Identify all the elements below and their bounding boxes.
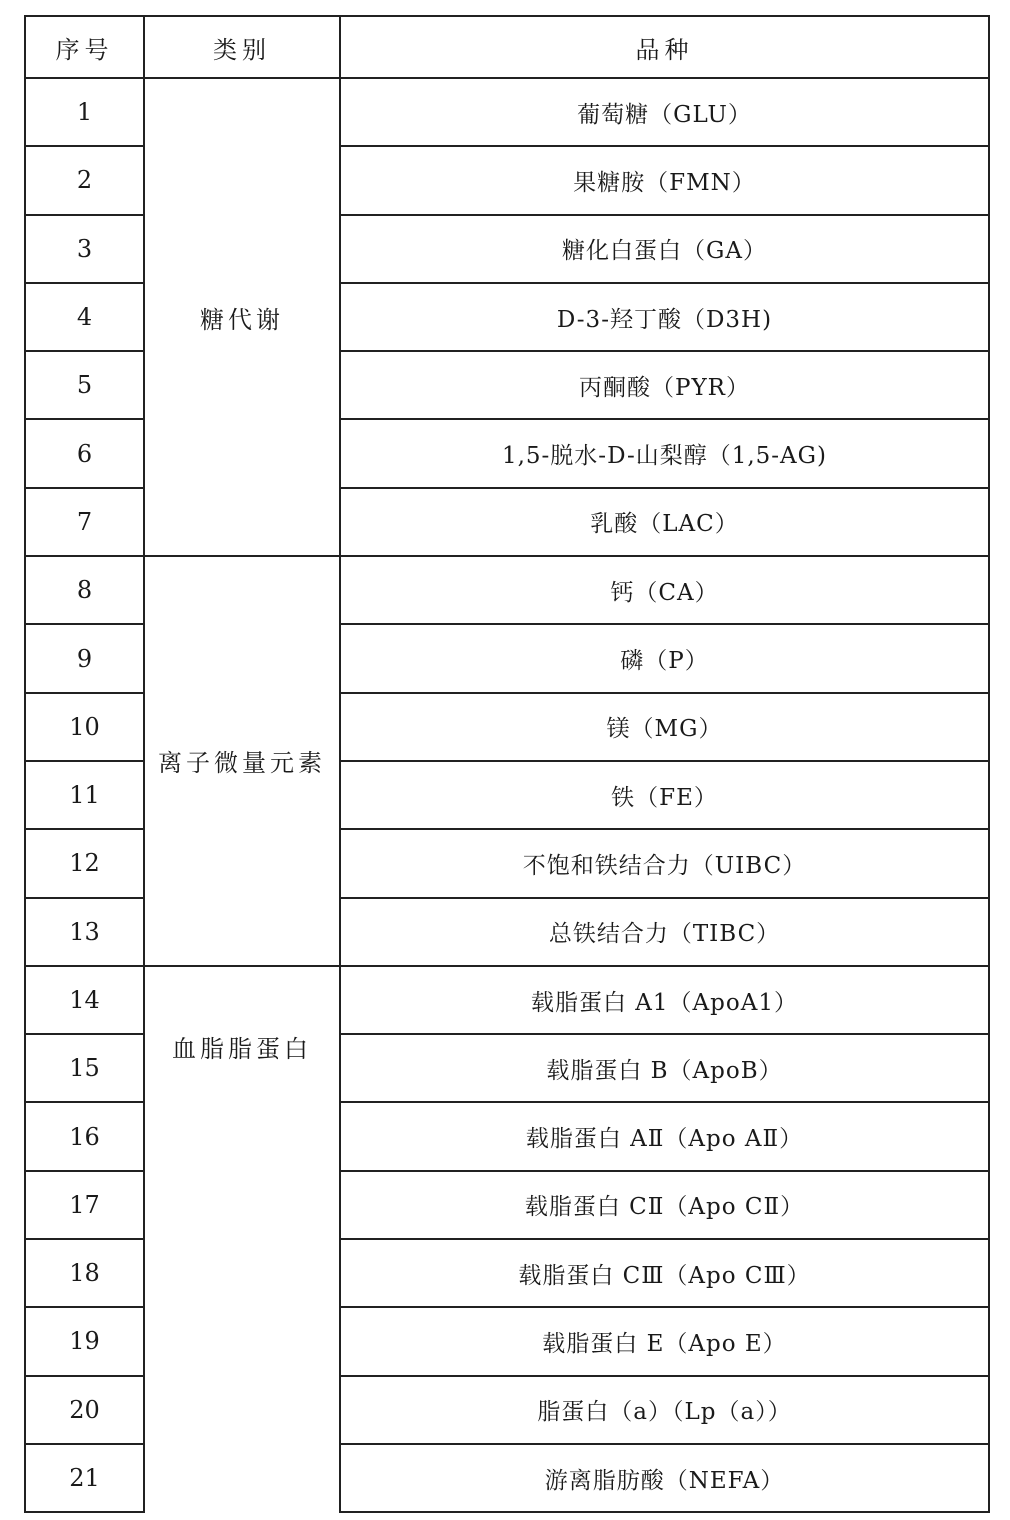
row-item: 铁（FE） [340, 761, 989, 829]
row-item: 钙（CA） [340, 556, 989, 624]
row-item: 不饱和铁结合力（UIBC） [340, 829, 989, 897]
row-no: 12 [25, 829, 144, 897]
row-item: 葡萄糖（GLU） [340, 78, 989, 146]
row-item: 载脂蛋白 E（Apo E） [340, 1307, 989, 1375]
row-item: 糖化白蛋白（GA） [340, 215, 989, 283]
row-no: 10 [25, 693, 144, 761]
row-item: 总铁结合力（TIBC） [340, 898, 989, 966]
category-cell-glucose-metabolism: 糖代谢 [144, 78, 340, 556]
category-cell-blood-lipid-lipoprotein: 血脂脂蛋白 [144, 966, 340, 1512]
row-item: 1,5-脱水-D-山梨醇（1,5-AG) [340, 419, 989, 487]
category-cell-ion-trace-elements: 离子微量元素 [144, 556, 340, 966]
row-no: 5 [25, 351, 144, 419]
row-no: 15 [25, 1034, 144, 1102]
header-no: 序号 [25, 16, 144, 78]
row-item: 丙酮酸（PYR） [340, 351, 989, 419]
row-no: 11 [25, 761, 144, 829]
table-row [25, 556, 989, 624]
row-item: 载脂蛋白 A1（ApoA1） [340, 966, 989, 1034]
row-no: 4 [25, 283, 144, 351]
header-item: 品种 [340, 16, 989, 78]
row-item: 载脂蛋白 AⅡ（Apo AⅡ） [340, 1102, 989, 1170]
row-no: 14 [25, 966, 144, 1034]
row-no: 18 [25, 1239, 144, 1307]
row-item: 磷（P） [340, 624, 989, 692]
row-item: 果糖胺（FMN） [340, 146, 989, 214]
row-item: 脂蛋白（a）（Lp（a）） [340, 1376, 989, 1444]
row-item: 载脂蛋白 CⅡ（Apo CⅡ） [340, 1171, 989, 1239]
row-no: 3 [25, 215, 144, 283]
row-no: 20 [25, 1376, 144, 1444]
row-no: 17 [25, 1171, 144, 1239]
row-no: 8 [25, 556, 144, 624]
row-item: 载脂蛋白 B（ApoB） [340, 1034, 989, 1102]
row-no: 2 [25, 146, 144, 214]
row-item: 乳酸（LAC） [340, 488, 989, 556]
table-row [25, 78, 989, 146]
table-row [25, 966, 989, 1034]
row-no: 19 [25, 1307, 144, 1375]
row-no: 13 [25, 898, 144, 966]
row-item: 游离脂肪酸（NEFA） [340, 1444, 989, 1512]
row-no: 9 [25, 624, 144, 692]
row-no: 1 [25, 78, 144, 146]
row-no: 16 [25, 1102, 144, 1170]
row-no: 7 [25, 488, 144, 556]
row-item: 镁（MG） [340, 693, 989, 761]
lab-test-items-table [24, 15, 990, 1513]
row-item: 载脂蛋白 CⅢ（Apo CⅢ） [340, 1239, 989, 1307]
row-no: 6 [25, 419, 144, 487]
header-row [25, 16, 989, 78]
row-no: 21 [25, 1444, 144, 1512]
row-item: D-3-羟丁酸（D3H) [340, 283, 989, 351]
header-category: 类别 [144, 16, 340, 78]
